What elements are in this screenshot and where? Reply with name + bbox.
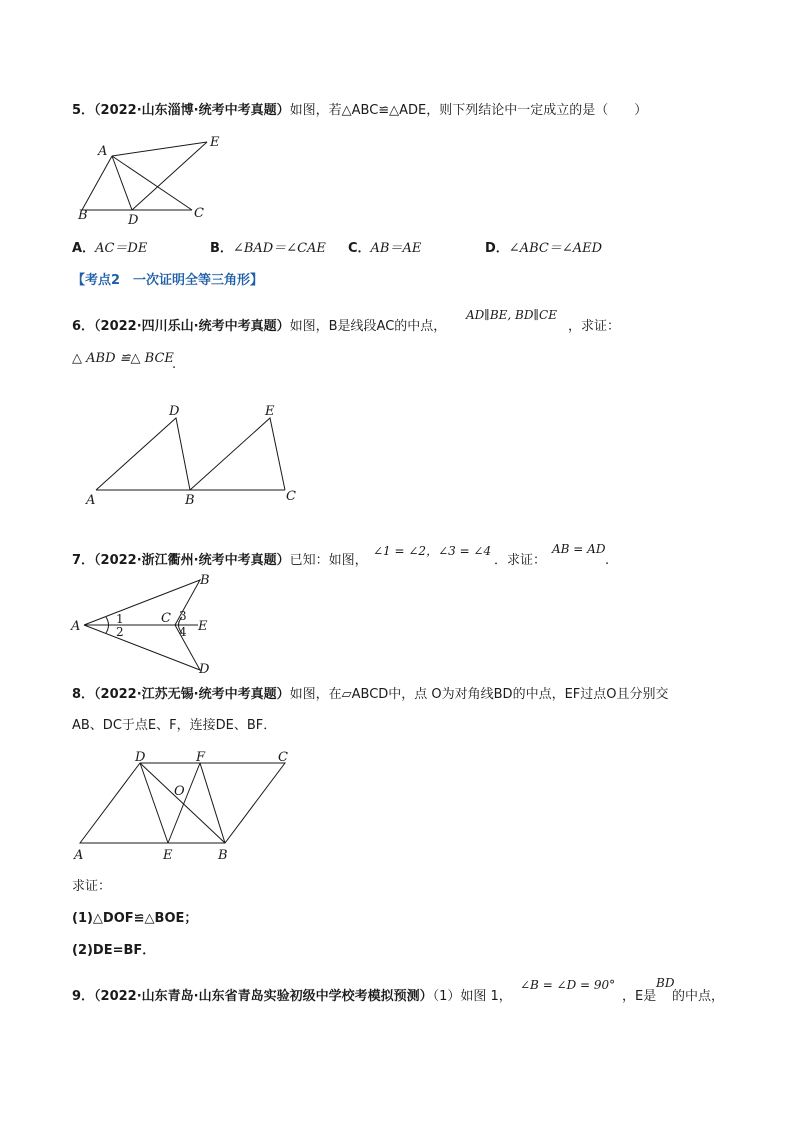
svg-text:1: 1 <box>116 612 124 626</box>
q5-choice-d: D．∠ABC＝∠AED <box>485 241 603 256</box>
svg-text:3: 3 <box>179 609 187 623</box>
svg-text:O: O <box>174 784 185 799</box>
q6-stem: 6．（2022·四川乐山·统考中考真题）如图，B是线段AC的中点， <box>72 319 447 334</box>
svg-text:B: B <box>185 493 195 508</box>
q7-stem: 7．（2022·浙江衢州·统考中考真题）已知：如图， <box>72 553 368 568</box>
svg-text:D: D <box>199 662 210 677</box>
q5-label-b: B <box>78 208 88 223</box>
svg-text:C: C <box>161 611 171 626</box>
q7-tail: ．求证： <box>494 553 547 568</box>
q7-dot: . <box>605 553 610 568</box>
q5-number: 5． <box>72 103 95 118</box>
q5-label-d: D <box>128 213 139 228</box>
svg-text:C: C <box>286 489 296 504</box>
q7-math-angles: ∠1 = ∠2，∠3 = ∠4 <box>373 544 492 558</box>
svg-text:A: A <box>71 619 81 634</box>
svg-text:F: F <box>196 750 206 765</box>
q5-choice-a: A．AC＝DE <box>72 241 148 256</box>
q6-figure <box>80 400 310 510</box>
svg-text:B: B <box>200 573 210 588</box>
q8-line2: AB、DC于点E、F，连接DE、BF． <box>72 718 277 733</box>
q6-tail: ，求证： <box>568 319 621 334</box>
q9-text-b: ，E是 <box>622 989 657 1004</box>
q9-stem: 9．（2022·山东青岛·山东省青岛实验初级中学校考模拟预测）（1）如图 1， <box>72 989 512 1004</box>
svg-text:D: D <box>135 750 146 765</box>
q5-text: 如图，若△ABC≌△ADE，则下列结论中一定成立的是（ ） <box>289 103 648 118</box>
svg-text:A: A <box>74 848 84 863</box>
q8-figure <box>70 745 300 865</box>
q7-figure <box>68 572 218 677</box>
svg-text:2: 2 <box>116 625 124 639</box>
svg-text:C: C <box>278 750 288 765</box>
q7-math-goal: AB = AD <box>552 542 606 556</box>
svg-text:4: 4 <box>179 625 187 639</box>
q5-choice-b: B．∠BAD＝∠CAE <box>210 241 326 256</box>
section-heading: 【考点2 一次证明全等三角形】 <box>72 273 264 288</box>
q8-part2: (2)DE=BF． <box>72 943 156 958</box>
svg-text:E: E <box>198 619 208 634</box>
q9-math-angles: ∠B = ∠D = 90° <box>520 978 616 992</box>
svg-text:B: B <box>218 848 228 863</box>
svg-text:E: E <box>163 848 173 863</box>
q8-part1: (1)△DOF≌△BOE； <box>72 911 198 926</box>
q8-prove-label: 求证： <box>72 879 112 894</box>
q5-stem <box>72 102 647 120</box>
q8-stem: 8．（2022·江苏无锡·统考中考真题）如图，在▱ABCD中，点 O为对角线BD的中点，EF过点O且分别交 <box>72 687 669 702</box>
q6-math: AD∥BE, BD∥CE <box>466 308 557 322</box>
q9-math-bd: BD <box>656 976 675 990</box>
q6-dot: . <box>172 357 177 372</box>
q5-figure <box>70 130 260 228</box>
q5-source: （2022·山东淄博·统考中考真题） <box>94 103 290 118</box>
svg-text:E: E <box>265 404 275 419</box>
q6-line2: △ ABD ≌△ BCE <box>72 351 174 366</box>
q5-label-e: E <box>210 135 220 150</box>
svg-text:A: A <box>86 493 96 508</box>
q5-label-a: A <box>98 144 108 159</box>
q9-text-c: 的中点， <box>672 989 725 1004</box>
svg-text:D: D <box>169 404 180 419</box>
q5-choice-c: C．AB＝AE <box>348 241 422 256</box>
q5-label-c: C <box>194 206 204 221</box>
